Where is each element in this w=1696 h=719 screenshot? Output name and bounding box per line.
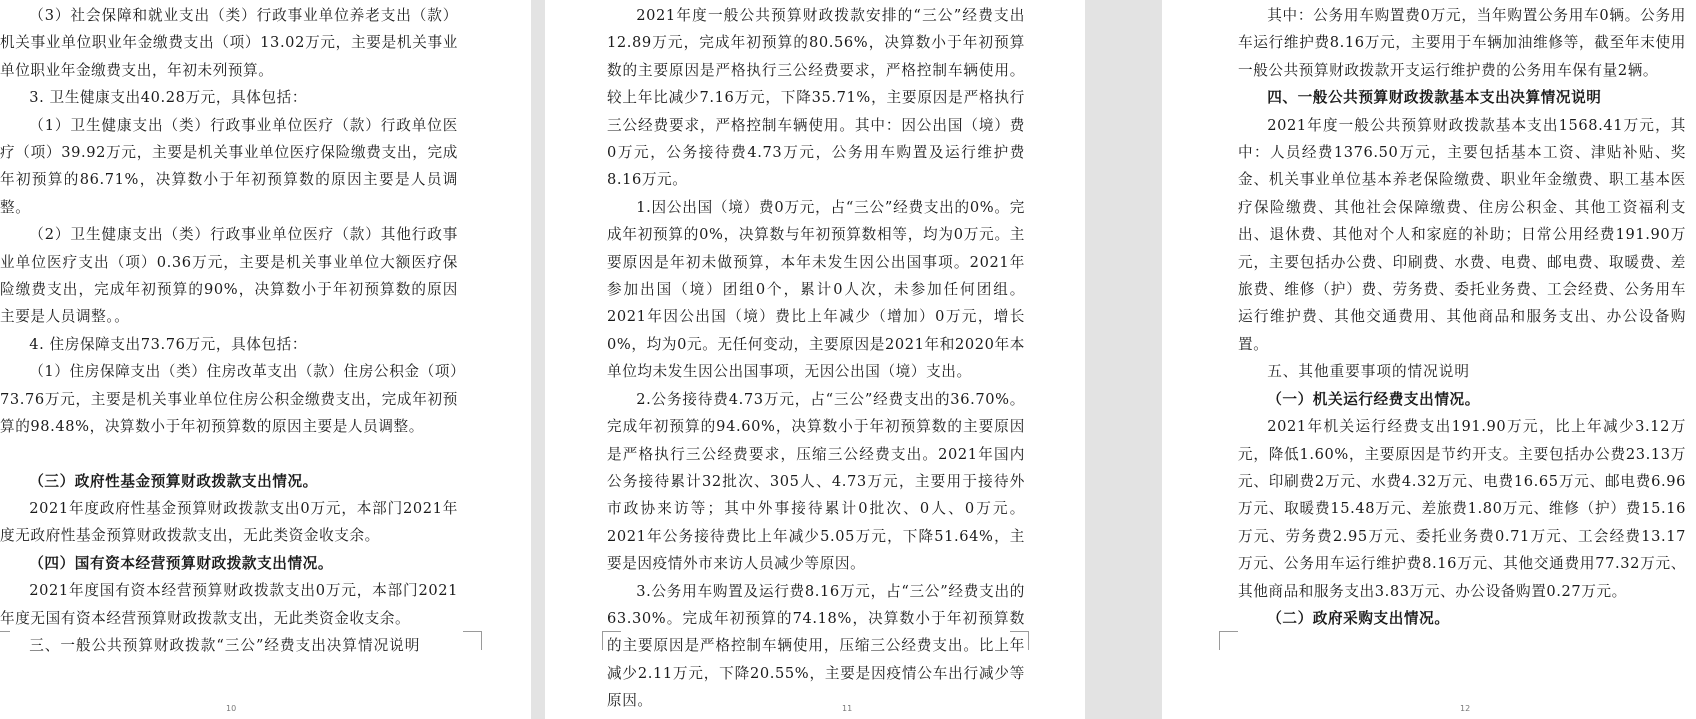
- paragraph: 其中：公务用车购置费0万元，当年购置公务用车0辆。公务用车运行维护费8.16万元，主要用于车辆加油维修等，截至年末使用一般公共预算财政拨款开支运行维护费的公务用车保有量2辆。: [1238, 7, 1686, 79]
- paragraph: 2021年度国有资本经营预算财政拨款支出0万元，本部门2021年度无国有资本经营预算财政拨款支出，无此类资金收支余。: [0, 582, 458, 627]
- section-heading: （一）机关运行经费支出情况。: [1267, 390, 1480, 408]
- document-page-10: [0, 0, 531, 719]
- paragraph: 3.公务用车购置及运行费8.16万元，占“三公”经费支出的63.30%。完成年初预算的74.18%，决算数小于年初预算数的主要原因是严格控制车辆使用，压缩三公经费支出。比上年减少2.11万元，下降20.55%，主要是因疫情公车出行减少等原因。: [607, 582, 1025, 710]
- chapter-heading: 四、一般公共预算财政拨款基本支出决算情况说明: [1267, 89, 1602, 107]
- page-content: [607, 2, 1025, 715]
- chapter-heading: 三、一般公共预算财政拨款“三公”经费支出决算情况说明: [29, 636, 421, 654]
- section-heading: （四）国有资本经营预算财政拨款支出情况。: [29, 554, 334, 572]
- page-number: 10: [226, 704, 237, 713]
- paragraph: 1.因公出国（境）费0万元，占“三公”经费支出的0%。完成年初预算的0%，决算数与年初预算数相等，均为0万元。主要原因是年初未做预算，本年未发生因公出国事项。2021年参加出国（境）团组0个，累计0人次，未参加任何团组。2021年因公出国（境）费比上年减少（增加）0万元，增长0%，均为0元。无任何变动，主要原因是2021年和2020年本单位均未发生因公出国事项，无因公出国（境）支出。: [607, 198, 1025, 381]
- page-number: 11: [842, 704, 853, 713]
- paragraph: 2021年度一般公共预算财政拨款基本支出1568.41万元，其中：人员经费1376.50万元，主要包括基本工资、津贴补贴、奖金、机关事业单位基本养老保险缴费、职业年金缴费、职工基本医疗保险缴费、其他社会保障缴费、住房公积金、其他工资福利支出、退休费、其他对个人和家庭的补助；日常公用经费191.90万元，主要包括办公费、印刷费、水费、电费、邮电费、取暖费、差旅费、维修（护）费、劳务费、委托业务费、工会经费、公务用车运行维护费、其他交通费用、其他商品和服务支出、办公设备购置。: [1238, 116, 1686, 353]
- page-corner-mark: [1219, 631, 1238, 650]
- page-content: [0, 2, 458, 659]
- paragraph: 3. 卫生健康支出40.28万元，具体包括：: [29, 89, 308, 107]
- paragraph: （3）社会保障和就业支出（类）行政事业单位养老支出（款）机关事业单位职业年金缴费支出（项）13.02万元，主要是机关事业单位职业年金缴费支出，年初未列预算。: [0, 7, 458, 79]
- paragraph: （1）住房保障支出（类）住房改革支出（款）住房公积金（项）73.76万元，主要是机关事业单位住房公积金缴费支出，完成年初预算的98.48%，决算数小于年初预算数的原因主要是人员调整。: [0, 363, 458, 436]
- paragraph: 2021年度一般公共预算财政拨款安排的“三公”经费支出12.89万元，完成年初预算的80.56%，决算数小于年初预算数的主要原因是严格执行三公经费要求，严格控制车辆使用。较上年比减少7.16万元，下降35.71%，主要原因是严格执行三公经费要求，严格控制车辆使用。其中：因公出国（境）费0万元，公务接待费4.73万元，公务用车购置及运行维护费8.16万元。: [607, 7, 1025, 189]
- paragraph: （1）卫生健康支出（类）行政事业单位医疗（款）行政单位医疗（项）39.92万元，主要是机关事业单位医疗保险缴费支出，完成年初预算的86.71%，决算数小于年初预算数的原因主要是人员调整。: [0, 116, 458, 216]
- paragraph: 4. 住房保障支出73.76万元，具体包括：: [29, 335, 308, 353]
- page-number: 12: [1460, 704, 1471, 713]
- page-corner-mark: [463, 631, 482, 650]
- chapter-heading: 五、其他重要事项的情况说明: [1267, 363, 1470, 381]
- document-page-11: [545, 0, 1085, 719]
- section-heading: （二）政府采购支出情况。: [1267, 609, 1450, 627]
- page-corner-mark: [0, 631, 10, 650]
- page-corner-mark: [1010, 631, 1029, 650]
- page-corner-mark: [602, 631, 621, 650]
- page-content: [1238, 2, 1686, 632]
- section-heading: （三）政府性基金预算财政拨款支出情况。: [29, 472, 318, 490]
- paragraph: 2021年度政府性基金预算财政拨款支出0万元，本部门2021年度无政府性基金预算财政拨款支出，无此类资金收支余。: [0, 499, 458, 545]
- paragraph: 2.公务接待费4.73万元，占“三公”经费支出的36.70%。完成年初预算的94.60%，决算数小于年初预算数的主要原因是严格执行三公经费要求，压缩三公经费支出。2021年国内公务接待累计32批次、305人、4.73万元，主要用于接待外市政协来访等；其中外事接待累计0批次、0人、0万元。2021年公务接待费比上年减少5.05万元，下降51.64%，主要是因疫情外市来访人员减少等原因。: [607, 390, 1025, 573]
- paragraph: （2）卫生健康支出（类）行政事业单位医疗（款）其他行政事业单位医疗支出（项）0.36万元，主要是机关事业单位大额医疗保险缴费支出，完成年初预算的90%，决算数小于年初预算数的原因主要是人员调整。。: [0, 226, 458, 326]
- paragraph: 2021年机关运行经费支出191.90万元，比上年减少3.12万元，降低1.60%，主要原因是节约开支。主要包括办公费23.13万元、印刷费2万元、水费4.32万元、电费16.65万元、邮电费6.96万元、取暖费15.48万元、差旅费1.80万元、维修（护）费15.16万元、劳务费2.95万元、委托业务费0.71万元、工会经费13.17万元、公务用车运行维护费8.16万元、其他交通费用77.32万元、其他商品和服务支出3.83万元、办公设备购置0.27万元。: [1238, 418, 1686, 600]
- document-page-12: [1162, 0, 1696, 719]
